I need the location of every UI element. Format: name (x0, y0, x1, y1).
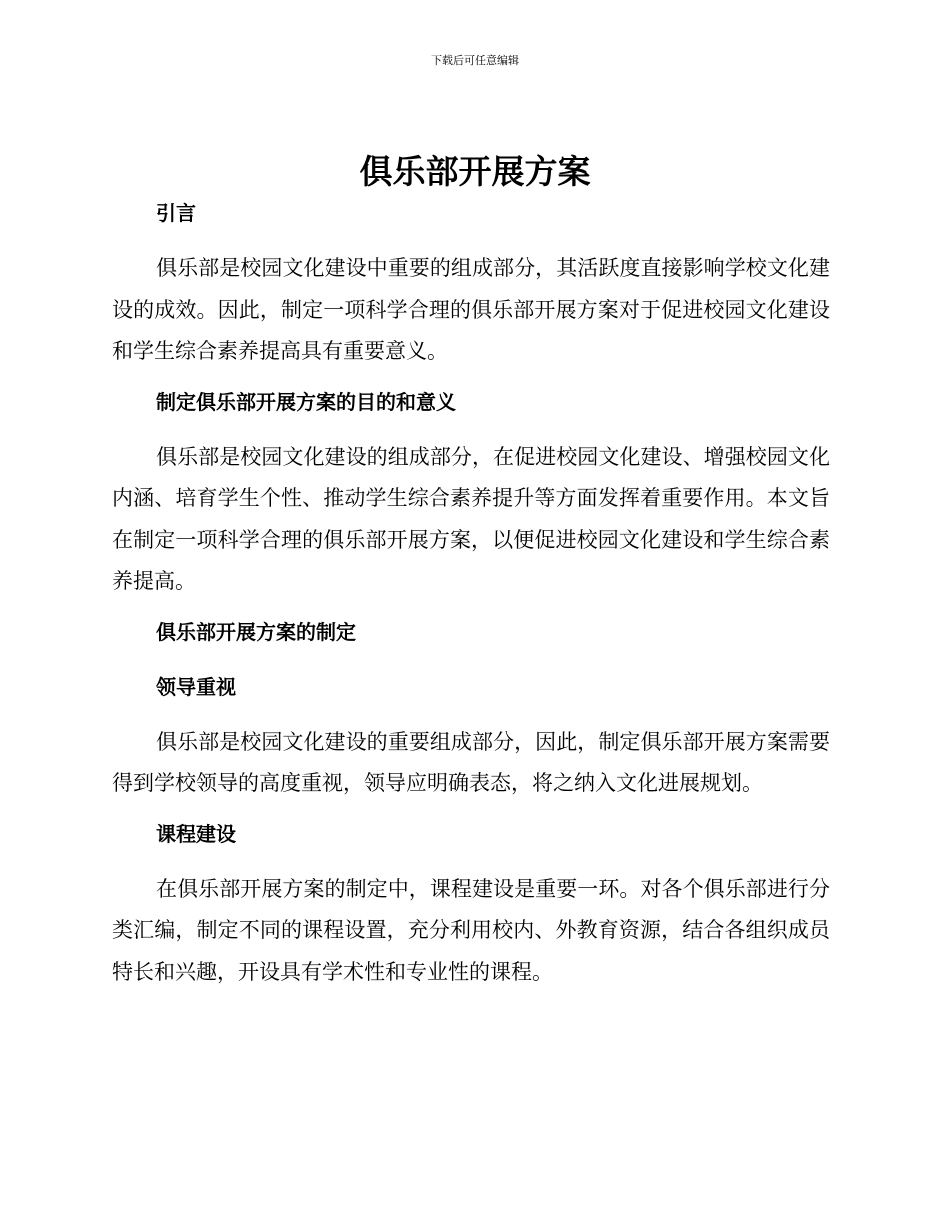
paragraph-intro: 俱乐部是校园文化建设中重要的组成部分，其活跃度直接影响学校文化建设的成效。因此，制定一项科学合理的俱乐部开展方案对于促进校园文化建设和学生综合素养提高具有重要意义。 (112, 256, 830, 363)
heading-formulation: 俱乐部开展方案的制定 (156, 619, 356, 644)
heading-leadership: 领导重视 (156, 674, 236, 699)
document-body (112, 198, 830, 993)
paragraph-purpose: 俱乐部是校园文化建设的组成部分，在促进校园文化建设、增强校园文化内涵、培育学生个性、推动学生综合素养提升等方面发挥着重要作用。本文旨在制定一项科学合理的俱乐部开展方案，以便促进校园文化建设和学生综合素养提高。 (112, 444, 830, 593)
document-title: 俱乐部开展方案 (359, 152, 591, 191)
paragraph-leadership: 俱乐部是校园文化建设的重要组成部分，因此，制定俱乐部开展方案需要得到学校领导的高度重视，领导应明确表态，将之纳入文化进展规划。 (112, 729, 830, 795)
heading-intro: 引言 (156, 201, 196, 225)
heading-purpose: 制定俱乐部开展方案的目的和意义 (156, 389, 456, 414)
header-note: 下载后可任意编辑 (431, 54, 519, 67)
paragraph-curriculum: 在俱乐部开展方案的制定中，课程建设是重要一环。对各个俱乐部进行分类汇编，制定不同的课程设置，充分利用校内、外教育资源，结合各组织成员特长和兴趣，开设具有学术性和专业性的课程。 (112, 876, 830, 984)
heading-curriculum: 课程建设 (156, 821, 236, 846)
